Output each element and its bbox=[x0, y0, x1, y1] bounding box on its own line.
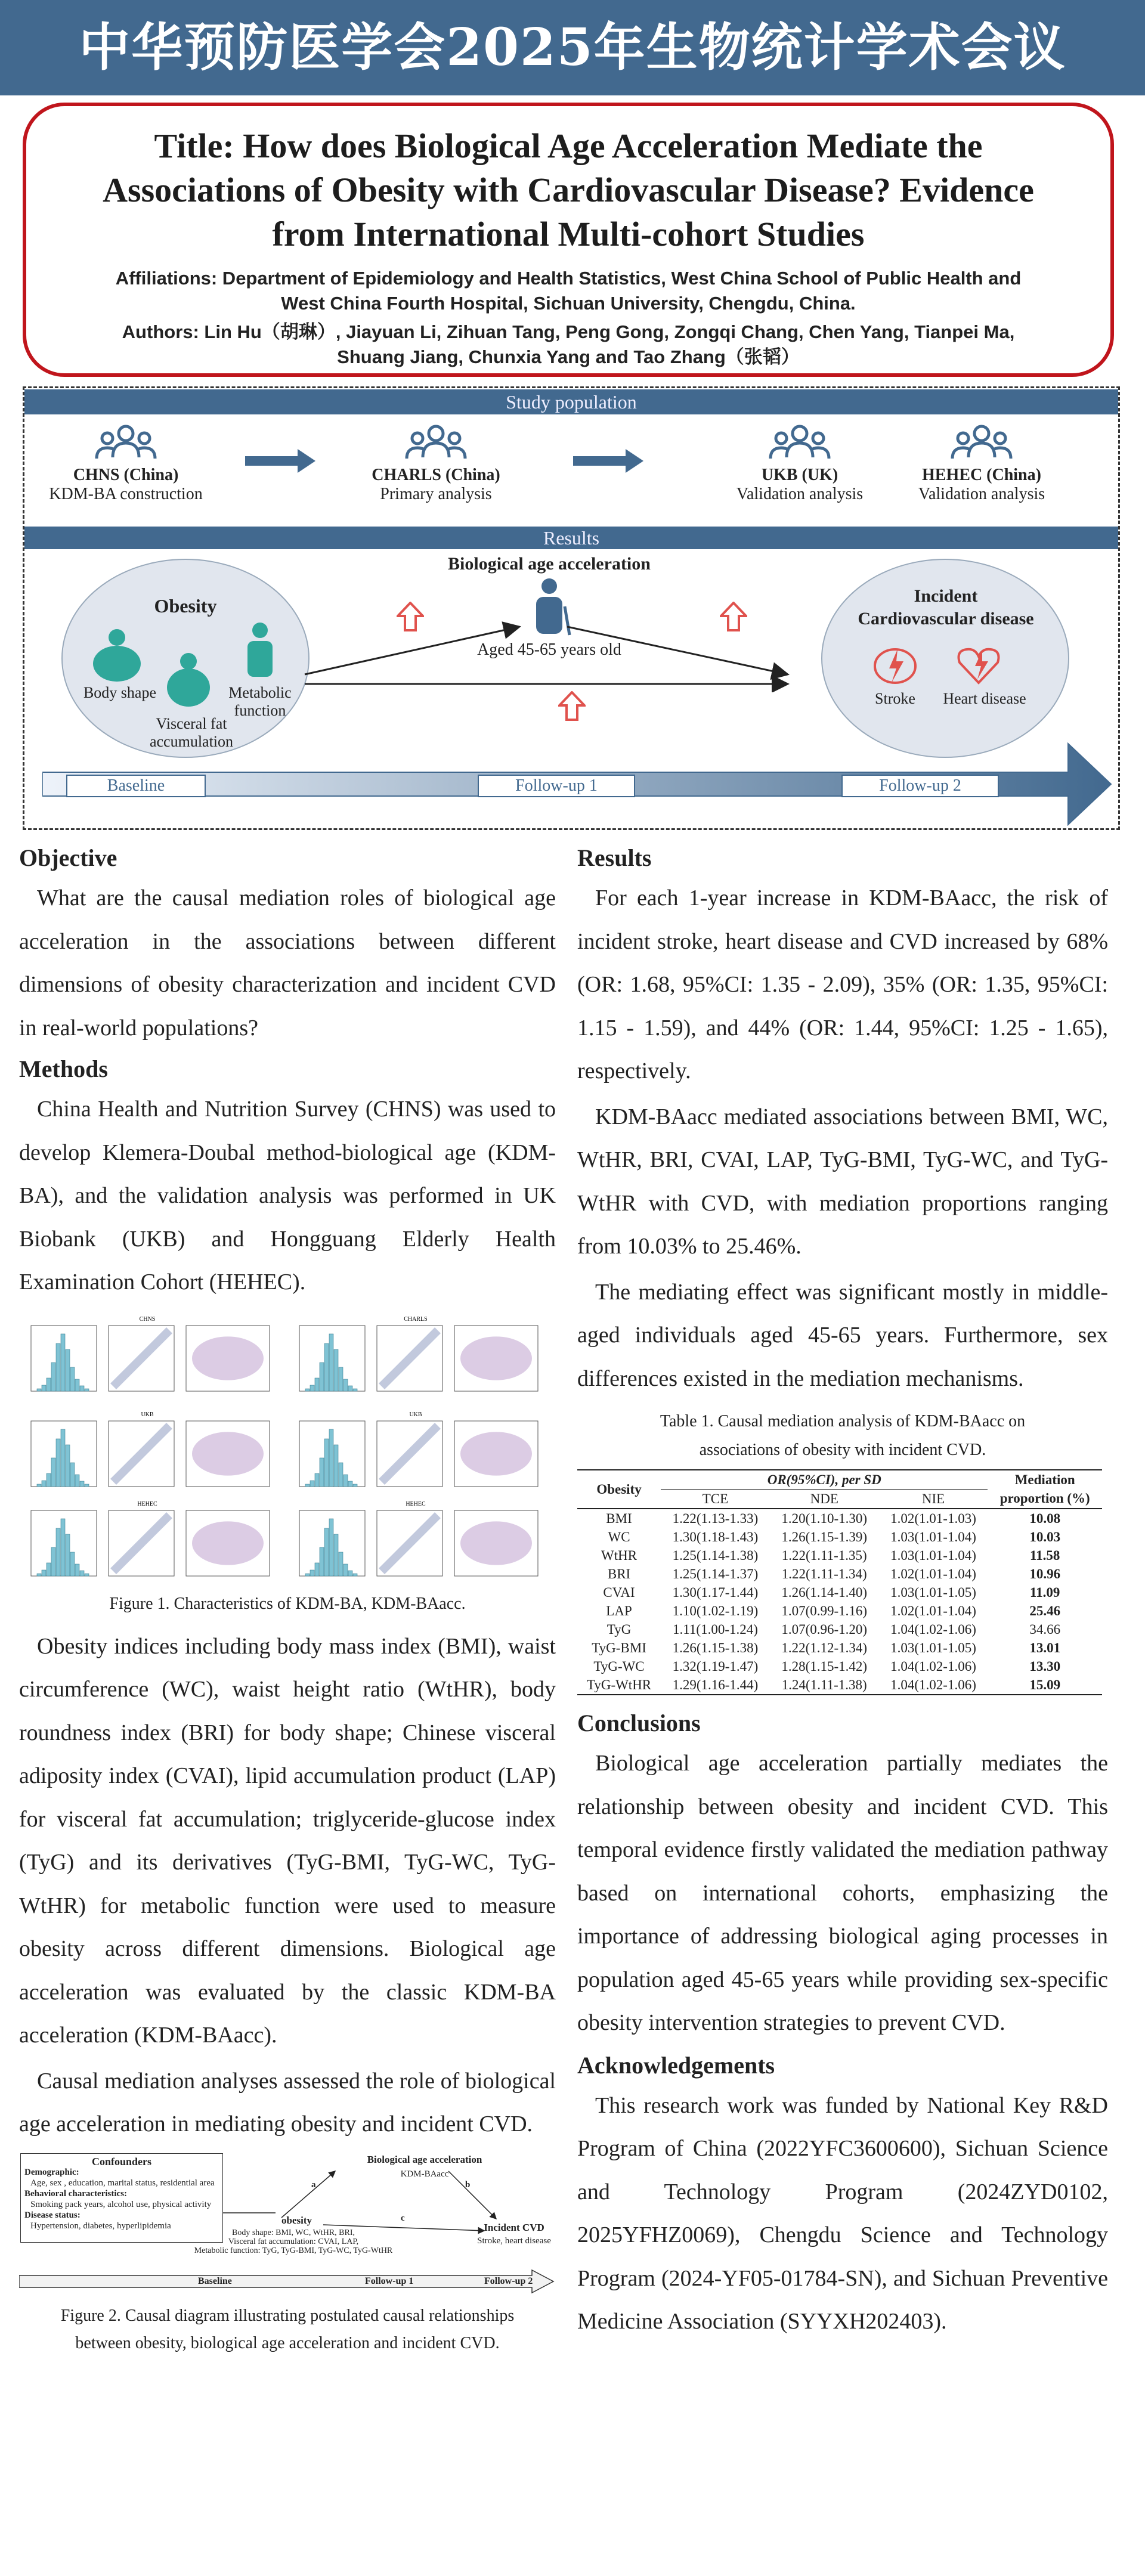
table-cell-tce: 1.25(1.14-1.38) bbox=[672, 1547, 759, 1563]
histogram-bar bbox=[75, 1564, 79, 1576]
table-cell-tce: 1.32(1.19-1.47) bbox=[672, 1658, 759, 1674]
confounders-title: Confounders bbox=[91, 2155, 152, 2168]
histogram-bar bbox=[353, 1484, 357, 1487]
residual-cloud bbox=[192, 1336, 264, 1380]
conclusions-heading: Conclusions bbox=[577, 1710, 701, 1736]
path-a-label: a bbox=[311, 2179, 316, 2190]
acknowledgements-heading: Acknowledgements bbox=[577, 2051, 775, 2079]
figure2-followup2: Follow-up 2 bbox=[484, 2275, 533, 2286]
timeline-baseline: Baseline bbox=[66, 775, 206, 797]
table-row bbox=[577, 1565, 1102, 1583]
cvd-title: Incident Cardiovascular disease bbox=[858, 586, 1034, 628]
scatter-cloud bbox=[113, 1330, 169, 1386]
histogram-bar bbox=[324, 1343, 329, 1391]
histogram-bar bbox=[56, 1528, 60, 1576]
figure-1-panel-title: HEHEC bbox=[137, 1500, 157, 1507]
table-cell-nde: 1.20(1.10-1.30) bbox=[781, 1510, 868, 1526]
figure-1-panel-title: CHNS bbox=[139, 1315, 156, 1323]
timeline-followup2: Follow-up 2 bbox=[841, 775, 999, 797]
table-cell-prop: 15.09 bbox=[1029, 1677, 1061, 1692]
histogram-bar bbox=[344, 1379, 348, 1391]
table-cell-prop: 25.46 bbox=[1029, 1603, 1061, 1618]
histogram-bar bbox=[47, 1563, 51, 1576]
table-cell-name: TyG bbox=[606, 1621, 632, 1637]
histogram-bar bbox=[51, 1458, 55, 1487]
table-caption-line-1: Table 1. Causal mediation analysis of KDM-BAacc on bbox=[660, 1412, 1026, 1431]
figure-1-panel-title: HEHEC bbox=[406, 1500, 426, 1507]
histogram-bar bbox=[305, 1574, 310, 1576]
histogram-bar bbox=[310, 1570, 314, 1576]
histogram-bar bbox=[329, 1334, 333, 1391]
table-row bbox=[577, 1657, 1102, 1676]
table-cell-prop: 13.01 bbox=[1029, 1640, 1061, 1655]
methods-paragraph-2: Obesity indices including body mass index (BMI), waist circumference (WC), waist height ratio (WtHR), body roundness index (BRI) for body shape; Chinese visceral adiposity index (CVAI), lipid accumulation product (LAP) for visceral fat accumulation; triglyceride-glucose index (TyG) and its derivatives (TyG-BMI, TyG-WC, TyG-WtHR) for metabolic function were used to measure obesity across different dimensions. Biological age acceleration was evaluated by the classic KDM-BA acceleration (KDM-BAacc). bbox=[19, 1633, 556, 2048]
cohort-role: KDM-BA construction bbox=[49, 485, 203, 503]
figure2-followup1: Follow-up 1 bbox=[365, 2275, 414, 2286]
histogram-bar bbox=[42, 1385, 46, 1391]
histogram-bar bbox=[339, 1367, 343, 1391]
histogram-bar bbox=[42, 1481, 46, 1487]
table-cell-nie: 1.03(1.01-1.05) bbox=[890, 1640, 976, 1655]
table-cell-name: TyG-WtHR bbox=[586, 1677, 652, 1692]
acknowledgements-text: This research work was funded by National Key R&D Program of China (2022YFC3600600), Sichuan Science and Technology Program (2024ZYD0102, 2025YFHZ0069), Chengdu Science and Technology Program (2024-YF05-01784-SN), and Sichuan Preventive Medicine Association (SYYXH202403). bbox=[577, 2092, 1108, 2334]
demographic-text: Age, sex , education, marital status, residential area bbox=[30, 2178, 215, 2188]
figure-1 bbox=[19, 1314, 556, 1588]
histogram-bar bbox=[344, 1564, 348, 1576]
methods-paragraph-3: Causal mediation analyses assessed the role of biological age acceleration in mediating obesity and incident CVD. bbox=[19, 2068, 556, 2137]
cohort-charls bbox=[341, 424, 531, 504]
histogram-bar bbox=[315, 1563, 319, 1576]
table-cell-tce: 1.30(1.18-1.43) bbox=[672, 1529, 759, 1544]
histogram-bar bbox=[80, 1481, 84, 1487]
table-cell-prop: 10.96 bbox=[1029, 1566, 1061, 1581]
col-nie: NIE bbox=[921, 1491, 945, 1506]
results-paragraph-2: KDM-BAacc mediated associations between BMI, WC, WtHR, BRI, CVAI, LAP, TyG-BMI, TyG-WC, and TyG-WtHR with CVD, with mediation proportions ranging from 10.03% to 25.46%. bbox=[577, 1104, 1108, 1259]
histogram-bar bbox=[56, 1439, 60, 1487]
table-cell-tce: 1.10(1.02-1.19) bbox=[672, 1603, 759, 1618]
brain-stroke-icon bbox=[871, 645, 919, 686]
figure-1-caption: Figure 1. Characteristics of KDM-BA, KDM-BAacc. bbox=[109, 1594, 466, 1613]
histogram-bar bbox=[61, 1519, 65, 1576]
table-cell-prop: 11.09 bbox=[1029, 1584, 1060, 1600]
table-cell-nde: 1.26(1.14-1.40) bbox=[781, 1584, 868, 1600]
histogram-bar bbox=[61, 1334, 65, 1391]
histogram-bar bbox=[85, 1574, 89, 1576]
table-cell-nde: 1.26(1.15-1.39) bbox=[781, 1529, 868, 1544]
obesity-title: Obesity bbox=[154, 595, 217, 617]
histogram-bar bbox=[56, 1343, 60, 1391]
table-cell-nde: 1.22(1.11-1.35) bbox=[781, 1547, 867, 1563]
figure2-obesity-sub: Body shape: BMI, WC, WtHR, BRI, Visceral fat accumulation: CVAI, LAP, Metabolic function: TyG, TyG-BMI, TyG-WC, TyG-WtHR bbox=[194, 2228, 393, 2255]
cohort-role: Validation analysis bbox=[918, 485, 1045, 503]
cohort-hehec bbox=[892, 424, 1071, 504]
table-cell-name: TyG-BMI bbox=[592, 1640, 646, 1655]
histogram-bar bbox=[339, 1552, 343, 1576]
table-cell-tce: 1.26(1.15-1.38) bbox=[672, 1640, 759, 1655]
scatter-cloud bbox=[382, 1426, 438, 1482]
table-body bbox=[577, 1509, 1102, 1695]
histogram-bar bbox=[80, 1571, 84, 1576]
table-row bbox=[577, 1546, 1102, 1565]
histogram-bar bbox=[329, 1519, 333, 1576]
histogram-bar bbox=[344, 1475, 348, 1487]
increase-arrow-icon bbox=[558, 691, 586, 721]
table-cell-tce: 1.30(1.17-1.44) bbox=[672, 1584, 759, 1600]
histogram-bar bbox=[37, 1389, 41, 1391]
histogram-bar bbox=[61, 1429, 65, 1487]
histogram-bar bbox=[70, 1552, 75, 1576]
affiliations: Affiliations: Department of Epidemiology and Health Statistics, West China School of Public Health and West China Fourth Hospital, Sichuan University, Chengdu, China. bbox=[115, 268, 1022, 314]
table-cell-prop: 34.66 bbox=[1029, 1621, 1061, 1637]
histogram-bar bbox=[320, 1363, 324, 1391]
figure-1-panel-title: UKB bbox=[409, 1411, 422, 1418]
histogram-bar bbox=[310, 1385, 314, 1391]
histogram-bar bbox=[348, 1571, 352, 1576]
table-cell-tce: 1.25(1.14-1.37) bbox=[672, 1566, 759, 1581]
visceral-fat-icon bbox=[162, 651, 215, 710]
table-cell-nde: 1.22(1.11-1.34) bbox=[781, 1566, 867, 1581]
histogram-bar bbox=[339, 1463, 343, 1487]
table-cell-nie: 1.03(1.01-1.04) bbox=[890, 1529, 976, 1544]
histogram-bar bbox=[47, 1378, 51, 1391]
table-cell-name: TyG-WC bbox=[593, 1658, 645, 1674]
results-heading: Results bbox=[577, 844, 652, 871]
cohort-name: CHNS (China) bbox=[73, 466, 179, 484]
table-cell-nde: 1.28(1.15-1.42) bbox=[781, 1658, 868, 1674]
results-paragraph-3: The mediating effect was significant mostly in middle-aged individuals aged 45-65 years. Furthermore, sex differences existed in the mediation mechanisms. bbox=[577, 1279, 1108, 1391]
results-bar: Results bbox=[24, 527, 1118, 549]
residual-cloud bbox=[192, 1521, 264, 1565]
table-cell-name: CVAI bbox=[603, 1584, 635, 1600]
histogram-bar bbox=[305, 1484, 310, 1487]
study-population-bar: Study population bbox=[24, 389, 1118, 414]
table-row bbox=[577, 1583, 1102, 1602]
histogram-bar bbox=[320, 1547, 324, 1576]
histogram-bar bbox=[70, 1463, 75, 1487]
histogram-bar bbox=[324, 1528, 329, 1576]
baa-age: Aged 45-65 years old bbox=[477, 640, 621, 659]
table-cell-prop: 13.30 bbox=[1029, 1658, 1061, 1674]
figure-1-panels bbox=[19, 1314, 556, 1588]
pathway-arrows bbox=[287, 615, 800, 692]
table-cell-name: WC bbox=[608, 1529, 630, 1544]
histogram-bar bbox=[51, 1363, 55, 1391]
table-row bbox=[577, 1620, 1102, 1639]
histogram-bar bbox=[51, 1547, 55, 1576]
scatter-cloud bbox=[113, 1426, 169, 1482]
behavioral-text: Smoking pack years, alcohol use, physical activity bbox=[30, 2199, 212, 2209]
col-nde: NDE bbox=[810, 1491, 838, 1506]
scatter-cloud bbox=[382, 1515, 438, 1571]
figure-1-panel-title: CHARLS bbox=[404, 1315, 428, 1323]
table-row bbox=[577, 1509, 1102, 1528]
table-cell-name: LAP bbox=[606, 1603, 632, 1618]
results-paragraph-1: For each 1-year increase in KDM-BAacc, the risk of incident stroke, heart disease and CVD increased by 68% (OR: 1.68, 95%CI: 1.35 - 2.09), 35% (OR: 1.35, 95%CI: 1.15 - 1.59), and 44% (OR: 1.44, 95%CI: 1.25 - 1.65), respectively. bbox=[577, 886, 1108, 1083]
histogram-bar bbox=[324, 1439, 329, 1487]
people-group-icon bbox=[767, 424, 833, 461]
histogram-bar bbox=[85, 1389, 89, 1391]
figure2-baa-label: Biological age acceleration bbox=[367, 2153, 482, 2165]
authors: Authors: Lin Hu（胡琳）, Jiayuan Li, Zihuan Tang, Peng Gong, Zongqi Chang, Chen Yang, Tianpei Ma, Shuang Jiang, Chunxia Yang and Tao Zhang（张韬） bbox=[122, 321, 1015, 367]
conclusions-text: Biological age acceleration partially mediates the relationship between obesity and incident CVD. This temporal evidence firstly validated the mediation pathway based on international cohorts, emphasizing the importance of addressing biological aging processes in population aged 45-65 years while providing sex-specific obesity intervention strategies to prevent CVD. bbox=[577, 1751, 1108, 2035]
histogram-bar bbox=[66, 1445, 70, 1487]
table-cell-nde: 1.07(0.96-1.20) bbox=[781, 1621, 868, 1637]
objective-text: What are the causal mediation roles of biological age acceleration in the associations between different dimensions of obesity characterization and incident CVD in real-world populations? bbox=[19, 886, 556, 1041]
col-obesity: Obesity bbox=[577, 1470, 661, 1509]
histogram-bar bbox=[37, 1484, 41, 1487]
table-cell-nde: 1.24(1.11-1.38) bbox=[781, 1677, 867, 1692]
histogram-bar bbox=[334, 1349, 338, 1391]
histogram-bar bbox=[353, 1574, 357, 1576]
col-prop-1: Mediation bbox=[1014, 1472, 1075, 1487]
body-shape-icon bbox=[90, 627, 144, 686]
demographic-label: Demographic: bbox=[24, 2167, 79, 2177]
baa-title: Biological age acceleration bbox=[448, 554, 651, 574]
methods-heading: Methods bbox=[19, 1055, 108, 1082]
cvd-item: Stroke bbox=[875, 690, 915, 707]
mediation-table bbox=[577, 1469, 1102, 1695]
figure2-baseline: Baseline bbox=[198, 2275, 232, 2286]
figure-1-panel-title: UKB bbox=[141, 1411, 154, 1418]
timeline-followup1: Follow-up 1 bbox=[478, 775, 635, 797]
behavioral-label: Behavioral characteristics: bbox=[24, 2188, 128, 2199]
histogram-bar bbox=[85, 1484, 89, 1487]
path-b-label: b bbox=[465, 2179, 471, 2190]
figure2-obesity-label: obesity bbox=[281, 2214, 312, 2226]
cohort-chns bbox=[36, 424, 215, 504]
histogram-bar bbox=[80, 1386, 84, 1391]
table-cell-nie: 1.04(1.02-1.06) bbox=[890, 1677, 976, 1692]
cvd-item: Heart disease bbox=[943, 690, 1026, 707]
table-cell-tce: 1.11(1.00-1.24) bbox=[673, 1621, 758, 1637]
obesity-item: Body shape bbox=[83, 684, 157, 701]
right-arrow-icon bbox=[245, 448, 317, 474]
title-box bbox=[23, 103, 1114, 377]
figure-2-caption-line-2: between obesity, biological age acceleration and incident CVD. bbox=[75, 2333, 500, 2352]
people-group-icon bbox=[403, 424, 469, 461]
table-cell-nde: 1.22(1.12-1.34) bbox=[781, 1640, 868, 1655]
objective-heading: Objective bbox=[19, 844, 117, 871]
disease-label: Disease status: bbox=[24, 2210, 81, 2220]
histogram-bar bbox=[348, 1481, 352, 1487]
table-cell-nie: 1.03(1.01-1.05) bbox=[890, 1584, 976, 1600]
table-cell-nie: 1.02(1.01-1.04) bbox=[890, 1566, 976, 1581]
poster-title: Title: How does Biological Age Acceleration Mediate the Associations of Obesity with Cardiovascular Disease? Evidence from International Multi-cohort Studies bbox=[103, 126, 1034, 253]
metabolic-function-icon bbox=[239, 621, 281, 680]
table-cell-name: BMI bbox=[606, 1510, 632, 1526]
path-c-label: c bbox=[401, 2213, 405, 2223]
col-prop-2: proportion (%) bbox=[999, 1491, 1090, 1506]
table-row bbox=[577, 1676, 1102, 1695]
cohort-name: UKB (UK) bbox=[761, 466, 838, 484]
figure-2 bbox=[19, 2153, 556, 2332]
figure2-cvd-sub: Stroke, heart disease bbox=[477, 2236, 551, 2246]
table-cell-nie: 1.02(1.01-1.03) bbox=[890, 1510, 976, 1526]
histogram-bar bbox=[315, 1473, 319, 1487]
scatter-cloud bbox=[113, 1515, 169, 1571]
histogram-bar bbox=[70, 1367, 75, 1391]
histogram-bar bbox=[334, 1534, 338, 1576]
table-caption-line-2: associations of obesity with incident CVD. bbox=[699, 1441, 986, 1459]
right-column bbox=[577, 843, 1108, 2343]
scatter-cloud bbox=[382, 1330, 438, 1386]
table-row bbox=[577, 1602, 1102, 1620]
cohort-role: Validation analysis bbox=[736, 485, 864, 503]
residual-cloud bbox=[192, 1432, 264, 1475]
heart-disease-icon bbox=[955, 645, 1002, 686]
figure2-baa-sub: KDM-BAacc bbox=[400, 2169, 449, 2179]
histogram-bar bbox=[315, 1378, 319, 1391]
col-or: OR(95%CI), per SD bbox=[661, 1470, 988, 1490]
figure-2-caption-line-1: Figure 2. Causal diagram illustrating postulated causal relationships bbox=[60, 2306, 515, 2325]
table-cell-nie: 1.04(1.02-1.06) bbox=[890, 1621, 976, 1637]
table-cell-tce: 1.22(1.13-1.33) bbox=[672, 1510, 759, 1526]
table-cell-tce: 1.29(1.16-1.44) bbox=[672, 1677, 759, 1692]
histogram-bar bbox=[47, 1473, 51, 1487]
obesity-item: Metabolic function bbox=[228, 684, 292, 719]
histogram-bar bbox=[75, 1475, 79, 1487]
cohort-name: HEHEC (China) bbox=[922, 466, 1041, 484]
cohort-ukb bbox=[710, 424, 889, 504]
study-diagram bbox=[23, 386, 1120, 830]
people-group-icon bbox=[949, 424, 1014, 461]
residual-cloud bbox=[460, 1521, 532, 1565]
left-column bbox=[19, 843, 556, 2357]
obesity-item: Visceral fat accumulation bbox=[149, 715, 234, 750]
residual-cloud bbox=[460, 1432, 532, 1475]
histogram-bar bbox=[329, 1429, 333, 1487]
table-cell-nde: 1.07(0.99-1.16) bbox=[781, 1603, 868, 1618]
histogram-bar bbox=[66, 1349, 70, 1391]
histogram-bar bbox=[305, 1389, 310, 1391]
histogram-bar bbox=[66, 1534, 70, 1576]
table-cell-nie: 1.04(1.02-1.06) bbox=[890, 1658, 976, 1674]
table-cell-nie: 1.03(1.01-1.04) bbox=[890, 1547, 976, 1563]
histogram-bar bbox=[75, 1379, 79, 1391]
figure2-cvd-label: Incident CVD bbox=[484, 2221, 544, 2233]
col-tce: TCE bbox=[702, 1491, 729, 1506]
table-cell-prop: 10.03 bbox=[1029, 1529, 1061, 1544]
table-row bbox=[577, 1528, 1102, 1546]
table-cell-nie: 1.02(1.01-1.04) bbox=[890, 1603, 976, 1618]
histogram-bar bbox=[353, 1389, 357, 1391]
right-arrow-icon bbox=[573, 448, 645, 474]
table-cell-prop: 10.08 bbox=[1029, 1510, 1061, 1526]
histogram-bar bbox=[334, 1445, 338, 1487]
table-cell-name: WtHR bbox=[601, 1547, 638, 1563]
cohort-name: CHARLS (China) bbox=[372, 466, 500, 484]
people-group-icon bbox=[93, 424, 159, 461]
histogram-bar bbox=[37, 1574, 41, 1576]
conference-banner: 中华预防医学会2025年生物统计学术会议 bbox=[0, 0, 1145, 95]
table-row bbox=[577, 1639, 1102, 1657]
histogram-bar bbox=[348, 1386, 352, 1391]
histogram-bar bbox=[320, 1458, 324, 1487]
histogram-bar bbox=[42, 1570, 46, 1576]
disease-text: Hypertension, diabetes, hyperlipidemia bbox=[30, 2221, 171, 2231]
table-cell-name: BRI bbox=[607, 1566, 631, 1581]
methods-paragraph-1: China Health and Nutrition Survey (CHNS) was used to develop Klemera-Doubal method-biological age (KDM-BA), and the validation analysis was performed in UK Biobank (UKB) and Hongguang Elderly Health Examination Cohort (HEHEC). bbox=[19, 1097, 556, 1295]
histogram-bar bbox=[310, 1481, 314, 1487]
cohort-role: Primary analysis bbox=[380, 485, 492, 503]
table-cell-prop: 11.58 bbox=[1029, 1547, 1060, 1563]
residual-cloud bbox=[460, 1336, 532, 1380]
